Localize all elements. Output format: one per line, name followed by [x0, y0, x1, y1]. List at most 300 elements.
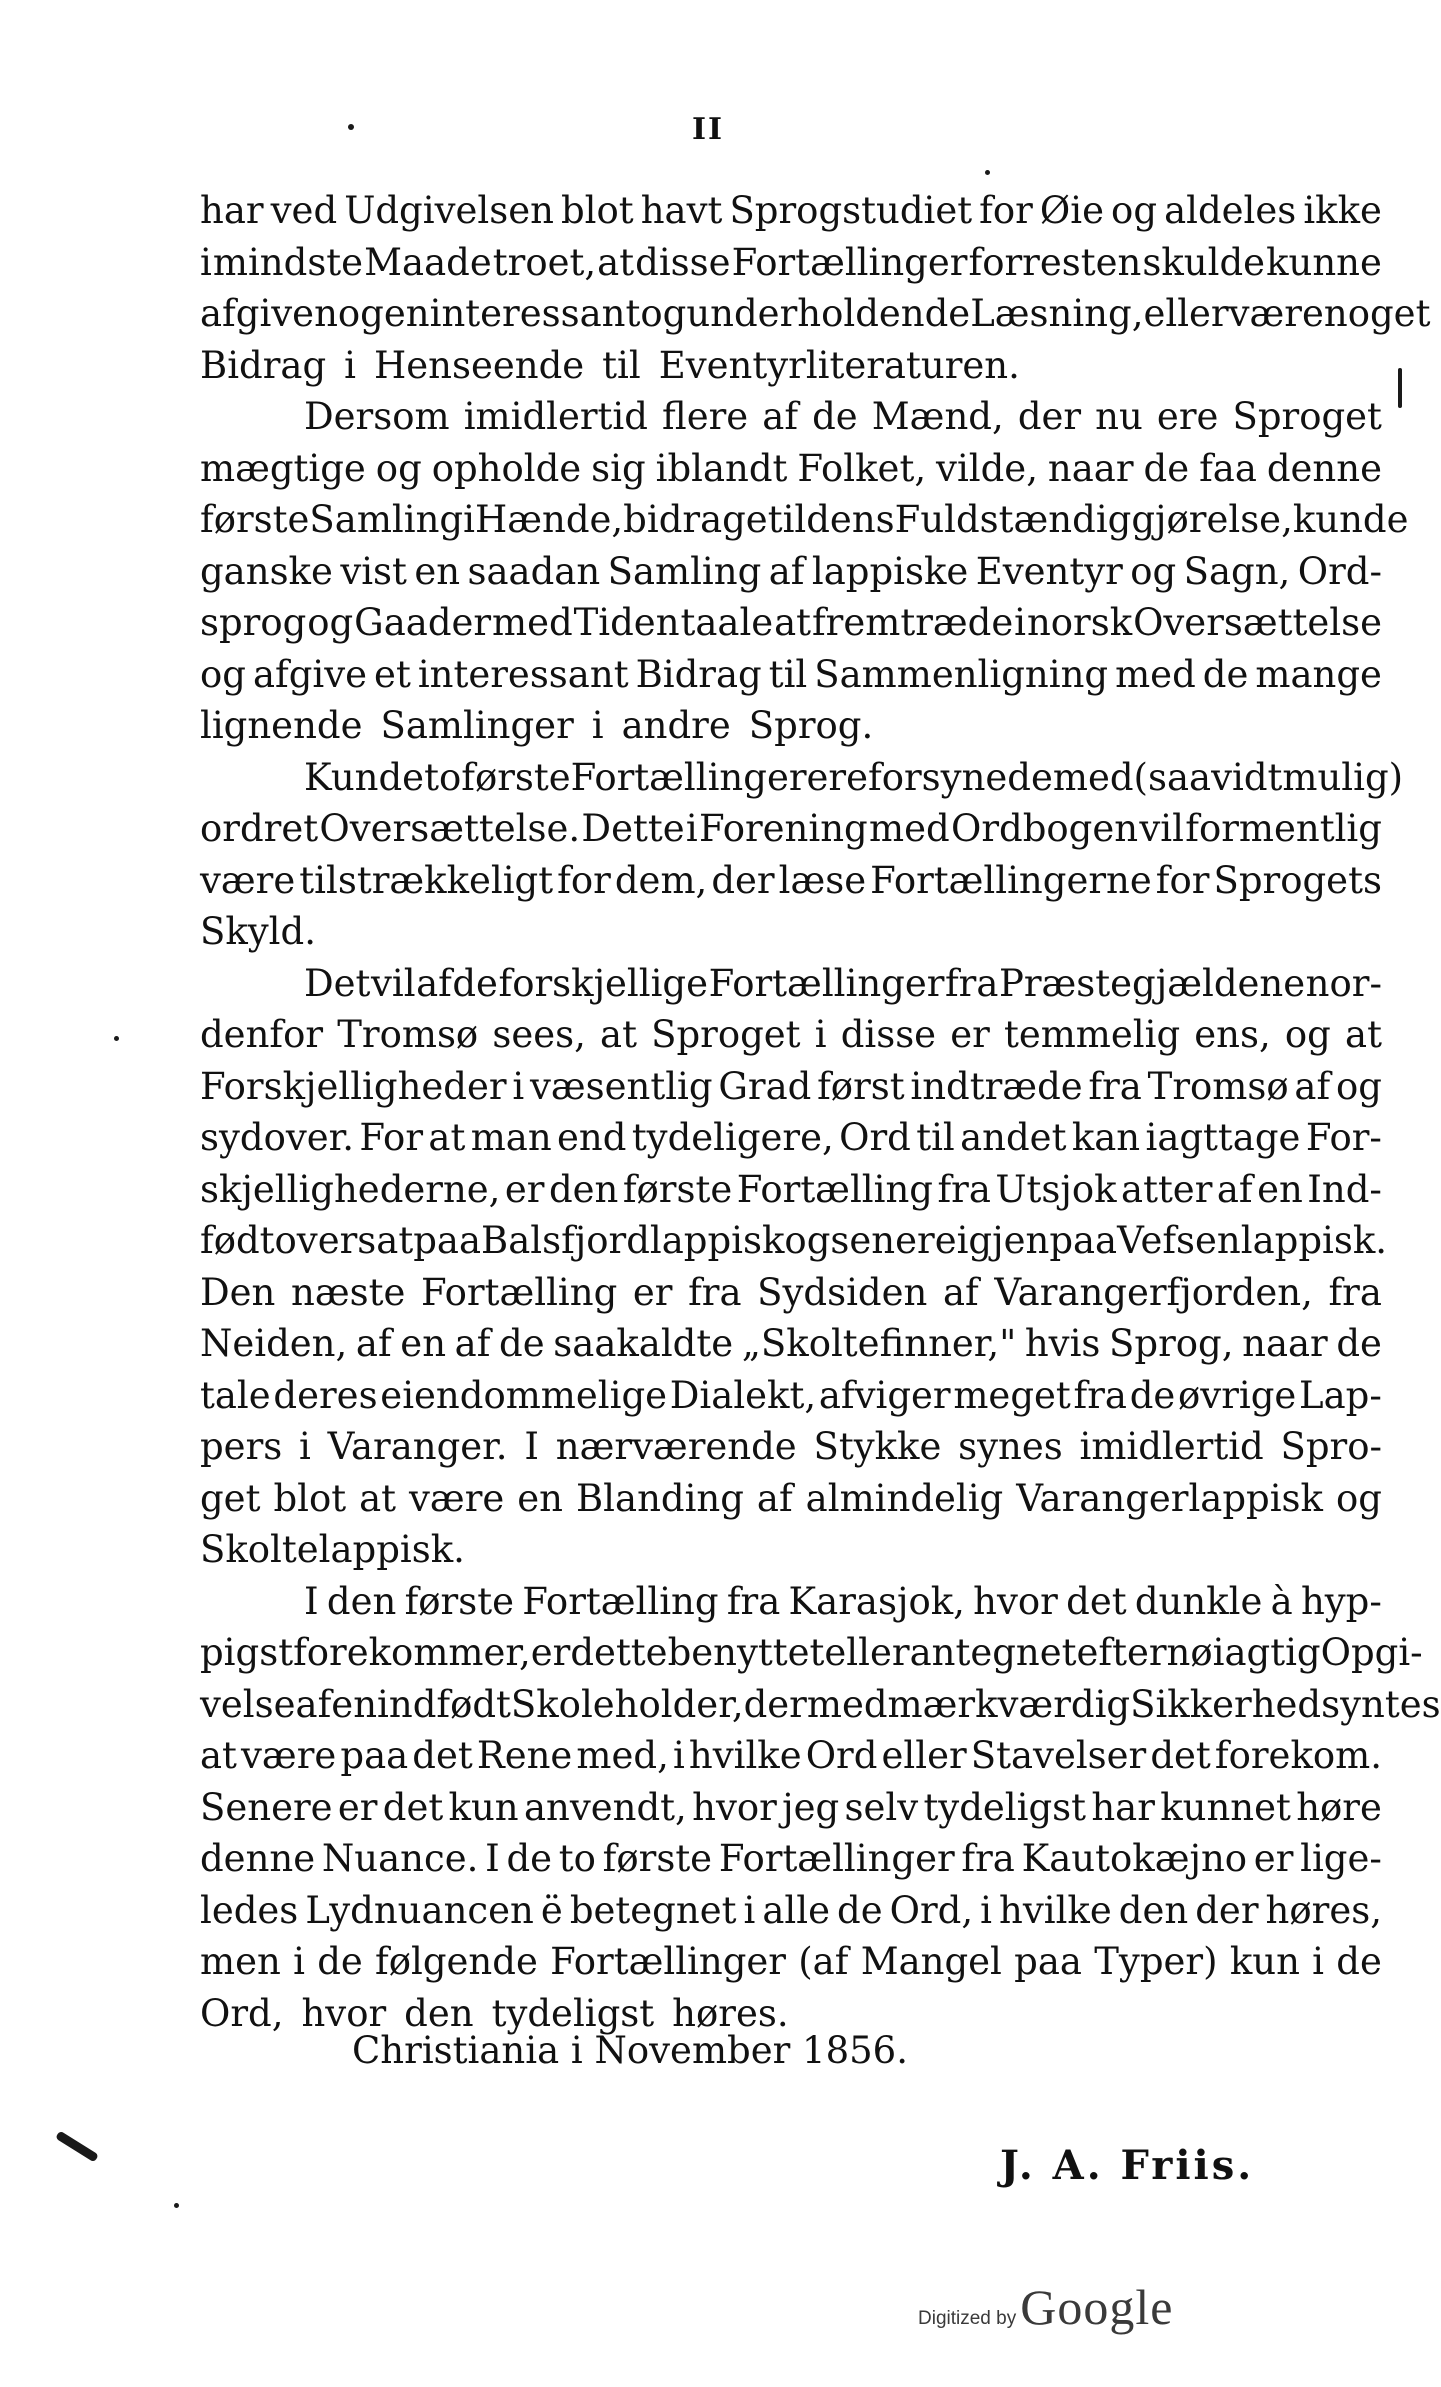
- text-word: Hænde,: [474, 498, 624, 541]
- text-word: hyp-: [1300, 1579, 1382, 1623]
- text-word: af: [416, 961, 452, 1005]
- text-word: nærværende: [555, 1425, 797, 1468]
- text-word: Stykke: [813, 1425, 942, 1468]
- google-logo: Google: [1020, 2279, 1174, 2335]
- text-word: Forskjelligheder: [200, 1064, 507, 1108]
- text-word: et: [374, 652, 411, 696]
- scan-speck: [1398, 368, 1402, 408]
- text-line: [200, 700, 1382, 752]
- text-word: Kautokæjno: [1021, 1837, 1248, 1880]
- text-word: er: [337, 1785, 378, 1829]
- text-word: dette: [570, 1631, 668, 1674]
- text-word: og: [1335, 1476, 1382, 1520]
- text-word: til: [768, 652, 808, 696]
- text-word: Oversættelse: [1133, 601, 1382, 644]
- text-word: Sprog,: [1109, 1322, 1234, 1365]
- text-word: denne: [200, 1837, 316, 1880]
- text-word: de: [1336, 1322, 1382, 1365]
- text-word: være: [241, 1734, 337, 1777]
- text-word: Gaader: [354, 601, 492, 644]
- text-word: nu: [1095, 395, 1143, 438]
- text-word: men: [200, 1940, 281, 1983]
- text-word: Nuance.: [321, 1837, 479, 1880]
- text-word: en: [400, 1322, 447, 1365]
- text-word: Ord,: [889, 1888, 974, 1932]
- text-word: af: [454, 1322, 491, 1365]
- text-word: af: [1294, 1064, 1331, 1108]
- text-word: Varangerfjorden,: [994, 1270, 1313, 1314]
- text-line: [200, 1782, 1382, 1834]
- signature: J. A. Friis.: [1000, 2142, 1255, 2189]
- text-word: de: [317, 1940, 363, 1983]
- text-word: andre: [621, 704, 731, 747]
- text-word: læse: [778, 858, 867, 902]
- text-word: Sprogstudiet: [729, 189, 973, 232]
- text-word: en: [1257, 1167, 1303, 1211]
- text-line: [200, 546, 1382, 598]
- text-word: at: [200, 1734, 237, 1777]
- text-word: hvor: [973, 1579, 1058, 1623]
- text-word: Fortælling: [736, 1167, 933, 1211]
- text-word: Opgi-: [1320, 1631, 1423, 1674]
- text-word: Ind-: [1307, 1167, 1382, 1211]
- text-line: [200, 1421, 1382, 1473]
- text-word: Fortællinger: [718, 1837, 955, 1880]
- text-word: første: [461, 755, 571, 799]
- text-word: Kun: [304, 755, 379, 799]
- text-word: Skoltelappisk.: [200, 1528, 465, 1571]
- text-word: efter: [1076, 1631, 1167, 1674]
- text-word: nogen: [314, 292, 430, 335]
- text-word: vil: [370, 961, 416, 1005]
- text-word: af: [1216, 1167, 1253, 1211]
- text-word: øvrige: [1178, 1373, 1297, 1417]
- text-word: saakaldte: [553, 1322, 734, 1365]
- text-word: Dialekt,: [669, 1373, 817, 1417]
- text-word: at: [359, 1476, 397, 1520]
- text-word: være: [200, 858, 296, 902]
- text-word: Folket,: [797, 446, 927, 490]
- text-word: de: [837, 1888, 883, 1932]
- text-word: kan: [1071, 1116, 1141, 1159]
- text-word: ens,: [1194, 1013, 1271, 1056]
- text-word: der: [743, 1682, 807, 1726]
- text-word: dunkle: [1134, 1579, 1263, 1623]
- scan-speck: [114, 1036, 119, 1041]
- text-word: afgive: [252, 652, 368, 696]
- text-word: at: [597, 240, 635, 284]
- text-word: Bidrag: [200, 343, 327, 387]
- text-word: indtræde: [910, 1064, 1083, 1108]
- text-word: de: [378, 755, 425, 799]
- text-word: hvilke: [999, 1888, 1112, 1932]
- text-word: tydeligst: [923, 1785, 1086, 1829]
- text-word: I: [485, 1837, 500, 1880]
- text-word: Eventyr: [975, 549, 1123, 593]
- text-word: Den: [200, 1270, 276, 1314]
- text-line: [200, 803, 1382, 855]
- text-word: med,: [576, 1734, 669, 1777]
- scan-speck: [55, 2130, 99, 2162]
- text-word: Maade: [364, 240, 492, 284]
- text-line: [200, 1473, 1382, 1525]
- text-word: selv: [844, 1785, 919, 1829]
- text-word: ledes: [200, 1888, 299, 1932]
- text-word: hvor: [692, 1785, 777, 1829]
- text-word: forekommer,: [293, 1631, 531, 1674]
- text-word: Varangerlappisk: [1016, 1476, 1323, 1520]
- text-word: med: [806, 1682, 888, 1726]
- text-word: er: [504, 1167, 545, 1211]
- text-word: man: [470, 1116, 552, 1159]
- text-word: meget: [953, 1373, 1071, 1417]
- text-word: i: [1014, 601, 1027, 644]
- text-line: [200, 649, 1382, 701]
- text-word: pigst: [200, 1631, 294, 1674]
- text-word: antegnet: [909, 1631, 1077, 1674]
- text-word: Tromsø: [337, 1013, 479, 1056]
- text-word: at: [774, 601, 812, 644]
- text-word: Henseende: [373, 343, 585, 387]
- text-line: [200, 1061, 1382, 1113]
- text-word: senere: [830, 1219, 957, 1262]
- scan-speck: [174, 2203, 179, 2208]
- text-line: [200, 1730, 1382, 1782]
- text-word: get: [200, 1476, 261, 1520]
- text-word: første: [404, 1579, 514, 1623]
- text-word: og: [375, 446, 422, 490]
- text-word: første: [602, 1837, 713, 1880]
- text-word: Det: [304, 961, 371, 1005]
- text-word: underholdende: [686, 292, 971, 335]
- text-line: [200, 855, 1382, 907]
- text-word: mægtige: [200, 446, 366, 490]
- text-line: [200, 391, 1382, 443]
- text-word: den: [548, 1167, 619, 1211]
- text-word: der: [711, 858, 775, 902]
- text-word: følgende: [375, 1940, 538, 1983]
- text-line: [200, 1833, 1382, 1885]
- text-word: først: [817, 1064, 905, 1108]
- text-word: første: [200, 498, 310, 541]
- text-word: forresten: [968, 240, 1142, 284]
- text-word: fremtræde: [811, 601, 1014, 644]
- text-word: hvilke: [688, 1734, 802, 1777]
- text-word: betegnet: [569, 1888, 737, 1932]
- text-word: af: [762, 395, 799, 438]
- text-word: har: [200, 189, 264, 232]
- text-word: Samling: [309, 498, 464, 541]
- text-word: mulig): [1282, 755, 1404, 799]
- text-word: havt: [640, 189, 723, 232]
- text-word: sydover.: [200, 1116, 355, 1159]
- text-word: tale: [200, 1373, 271, 1417]
- page-number: II: [691, 112, 725, 147]
- text-line: [200, 443, 1382, 495]
- text-word: Mænd,: [871, 395, 1004, 438]
- text-word: Sproget: [651, 1013, 801, 1056]
- text-word: kunne: [1266, 240, 1382, 284]
- text-word: Karasjok,: [788, 1579, 965, 1623]
- text-word: der: [1195, 1888, 1259, 1932]
- text-word: norsk: [1026, 601, 1133, 644]
- text-word: Grad: [718, 1064, 812, 1108]
- text-word: fra: [1073, 1373, 1127, 1417]
- text-word: kun: [448, 1785, 519, 1829]
- text-word: er: [950, 1013, 990, 1056]
- text-word: sprog: [200, 601, 307, 644]
- text-word: ganske: [200, 549, 333, 593]
- text-word: mærkværdig: [887, 1682, 1131, 1726]
- text-word: Skoleholder,: [510, 1682, 744, 1726]
- text-word: fra: [944, 961, 999, 1005]
- dateline: Christiania i November 1856.: [352, 2029, 908, 2072]
- text-word: at: [1345, 1013, 1382, 1056]
- text-word: afviger: [818, 1373, 951, 1417]
- text-word: fra: [726, 1579, 781, 1623]
- text-line: [200, 597, 1382, 649]
- text-word: synes: [958, 1425, 1063, 1468]
- text-word: taale: [680, 601, 774, 644]
- text-word: høres,: [1265, 1888, 1382, 1932]
- text-word: i: [743, 1888, 756, 1932]
- text-word: Samling: [607, 549, 762, 593]
- text-word: Spro-: [1280, 1425, 1382, 1468]
- text-line: [200, 1576, 1382, 1628]
- text-word: fra: [961, 1837, 1015, 1880]
- text-word: Fortællinger: [570, 755, 807, 799]
- text-word: mindste: [212, 240, 364, 284]
- text-word: paa: [413, 1219, 482, 1262]
- text-word: dem,: [614, 858, 708, 902]
- text-word: forsynede: [868, 755, 1053, 799]
- text-word: og: [1335, 1064, 1382, 1108]
- text-word: den: [404, 1991, 474, 2035]
- text-word: Senere: [200, 1785, 333, 1829]
- text-word: høre: [1296, 1785, 1382, 1829]
- text-word: For-: [1305, 1116, 1382, 1159]
- text-word: der: [1017, 395, 1082, 438]
- text-word: Læsning,: [970, 292, 1144, 335]
- text-word: fra: [1088, 1064, 1142, 1108]
- text-word: anvendt,: [523, 1785, 687, 1829]
- text-word: født: [200, 1219, 275, 1262]
- text-word: Fuldstændiggjørelse,: [894, 498, 1293, 541]
- text-word: for: [1155, 858, 1210, 902]
- text-word: sig: [591, 446, 646, 490]
- text-word: Eventyrliteraturen.: [658, 343, 1020, 387]
- text-line: [200, 1164, 1382, 1216]
- text-word: vilde,: [936, 446, 1038, 490]
- text-word: til: [916, 1116, 955, 1159]
- text-word: vil: [1139, 807, 1184, 850]
- text-word: Tiden: [573, 601, 680, 644]
- text-word: Ord,: [200, 1991, 284, 2035]
- text-line: [200, 340, 1382, 392]
- text-word: velse: [200, 1682, 296, 1726]
- text-word: det: [1066, 1579, 1127, 1623]
- text-word: høres.: [672, 1991, 789, 2035]
- text-word: ikke: [1303, 189, 1382, 232]
- text-word: i: [512, 1064, 525, 1108]
- text-word: kunnet: [1160, 1785, 1291, 1829]
- text-line: [200, 288, 1431, 340]
- text-word: en: [517, 1476, 563, 1520]
- text-word: er: [530, 1631, 571, 1674]
- text-word: de: [1143, 446, 1190, 490]
- text-line: [200, 1627, 1423, 1679]
- text-word: interessant: [417, 652, 629, 696]
- text-word: indfødt: [377, 1682, 511, 1726]
- text-word: forekom.: [1214, 1734, 1382, 1777]
- text-line: [200, 1885, 1382, 1937]
- text-word: Fortælling: [522, 1579, 719, 1623]
- text-word: eiendommelige: [380, 1373, 668, 1417]
- text-word: det: [1150, 1734, 1211, 1777]
- text-word: troet,: [492, 240, 597, 284]
- scan-speck: [985, 170, 990, 175]
- text-word: I: [304, 1579, 319, 1623]
- text-line: [200, 1679, 1441, 1731]
- text-word: formentlig: [1185, 807, 1382, 850]
- text-word: blot: [273, 1476, 347, 1520]
- text-word: med: [869, 807, 950, 850]
- text-word: to: [558, 1837, 596, 1880]
- text-word: Fortællinger: [731, 240, 968, 284]
- text-word: Fortællingerne: [870, 858, 1152, 902]
- text-word: Sprogets: [1213, 858, 1382, 902]
- text-word: disse: [635, 240, 731, 284]
- text-word: end: [557, 1116, 627, 1159]
- text-word: afgive: [200, 292, 315, 335]
- text-word: I: [524, 1425, 539, 1468]
- text-word: tydeligere,: [631, 1116, 834, 1159]
- text-line: [200, 1524, 1382, 1576]
- text-word: Mangel: [860, 1940, 1002, 1983]
- text-word: oversat: [274, 1219, 414, 1262]
- text-word: fra: [1328, 1270, 1382, 1314]
- text-word: af: [756, 1476, 793, 1520]
- text-word: jeg: [782, 1785, 840, 1829]
- text-word: flere: [662, 395, 749, 438]
- text-word: kun: [1229, 1940, 1300, 1983]
- text-word: af: [295, 1682, 332, 1726]
- text-word: med: [1115, 652, 1196, 696]
- text-word: pers: [200, 1425, 283, 1468]
- text-word: Ord: [805, 1734, 878, 1777]
- text-word: Præstegjældene: [998, 961, 1306, 1005]
- text-line: [200, 494, 1409, 546]
- text-word: bidrage: [623, 498, 768, 541]
- text-word: almindelig: [805, 1476, 1004, 1520]
- text-word: sees,: [492, 1013, 586, 1056]
- watermark-prefix: Digitized by: [918, 2308, 1017, 2329]
- text-word: (af: [798, 1940, 849, 1983]
- text-word: mange: [1255, 652, 1382, 696]
- text-word: naar: [1242, 1322, 1328, 1365]
- text-word: væsentlig: [529, 1064, 713, 1108]
- text-word: de: [1336, 1940, 1382, 1983]
- text-word: Neiden,: [200, 1322, 348, 1365]
- text-word: og: [200, 652, 246, 696]
- text-word: nor-: [1305, 961, 1382, 1005]
- text-word: i: [344, 343, 356, 387]
- text-word: ved: [270, 189, 338, 232]
- text-word: til: [767, 498, 807, 541]
- text-word: til: [602, 343, 641, 387]
- text-word: for: [557, 858, 611, 902]
- text-word: ordret: [200, 807, 319, 850]
- text-word: opholde: [431, 446, 582, 490]
- text-word: Sikkerhed: [1130, 1682, 1322, 1726]
- text-word: tilstrækkeligt: [299, 858, 554, 902]
- text-word: (saavidt: [1133, 755, 1283, 799]
- text-word: af: [355, 1322, 392, 1365]
- text-word: eller: [881, 1734, 967, 1777]
- text-word: noget: [1323, 292, 1431, 335]
- text-line: [200, 752, 1404, 804]
- text-word: af: [942, 1270, 979, 1314]
- text-word: i: [672, 1734, 685, 1777]
- text-word: i: [1312, 1940, 1325, 1983]
- text-line: [200, 1318, 1382, 1370]
- text-word: de: [1129, 1373, 1176, 1417]
- text-word: og: [1130, 549, 1177, 593]
- text-line: [200, 1009, 1382, 1061]
- text-word: første: [622, 1167, 733, 1211]
- text-word: dens: [806, 498, 895, 541]
- text-word: Oversættelse.: [319, 807, 581, 850]
- text-word: Varanger.: [327, 1425, 508, 1468]
- text-word: faa: [1199, 446, 1257, 490]
- text-word: de: [499, 1322, 545, 1365]
- text-word: af: [768, 549, 805, 593]
- text-word: og: [1284, 1013, 1331, 1056]
- text-word: det: [382, 1785, 444, 1829]
- text-word: og: [640, 292, 687, 335]
- text-word: Rene: [476, 1734, 573, 1777]
- text-word: Samlinger: [380, 704, 574, 747]
- text-word: at: [428, 1116, 466, 1159]
- text-line: [200, 1112, 1382, 1164]
- text-word: à: [1270, 1579, 1293, 1623]
- text-word: lignende: [200, 704, 363, 747]
- text-word: Balsfjordlappisk: [481, 1219, 785, 1262]
- text-word: „Skoltefinner,": [741, 1322, 1017, 1365]
- text-word: den: [1118, 1888, 1189, 1932]
- text-word: Stavelser: [970, 1734, 1147, 1777]
- scan-speck: [348, 124, 354, 130]
- text-word: en: [414, 549, 461, 593]
- text-word: ere: [806, 755, 869, 799]
- text-word: fra: [688, 1270, 742, 1314]
- text-word: igjen: [956, 1219, 1050, 1262]
- text-word: For: [359, 1116, 424, 1159]
- text-word: eller: [824, 1631, 910, 1674]
- text-word: tydeligst: [491, 1991, 655, 2035]
- text-word: to: [424, 755, 462, 799]
- text-word: og: [307, 601, 354, 644]
- text-word: Ord: [839, 1116, 911, 1159]
- text-word: Fortællinger: [550, 1940, 786, 1983]
- text-word: Typer): [1094, 1940, 1218, 1983]
- text-word: imidlertid: [1079, 1425, 1264, 1468]
- text-word: det: [412, 1734, 473, 1777]
- text-word: andet: [960, 1116, 1067, 1159]
- text-word: med: [492, 601, 573, 644]
- text-word: næste: [291, 1270, 406, 1314]
- text-word: de: [506, 1837, 553, 1880]
